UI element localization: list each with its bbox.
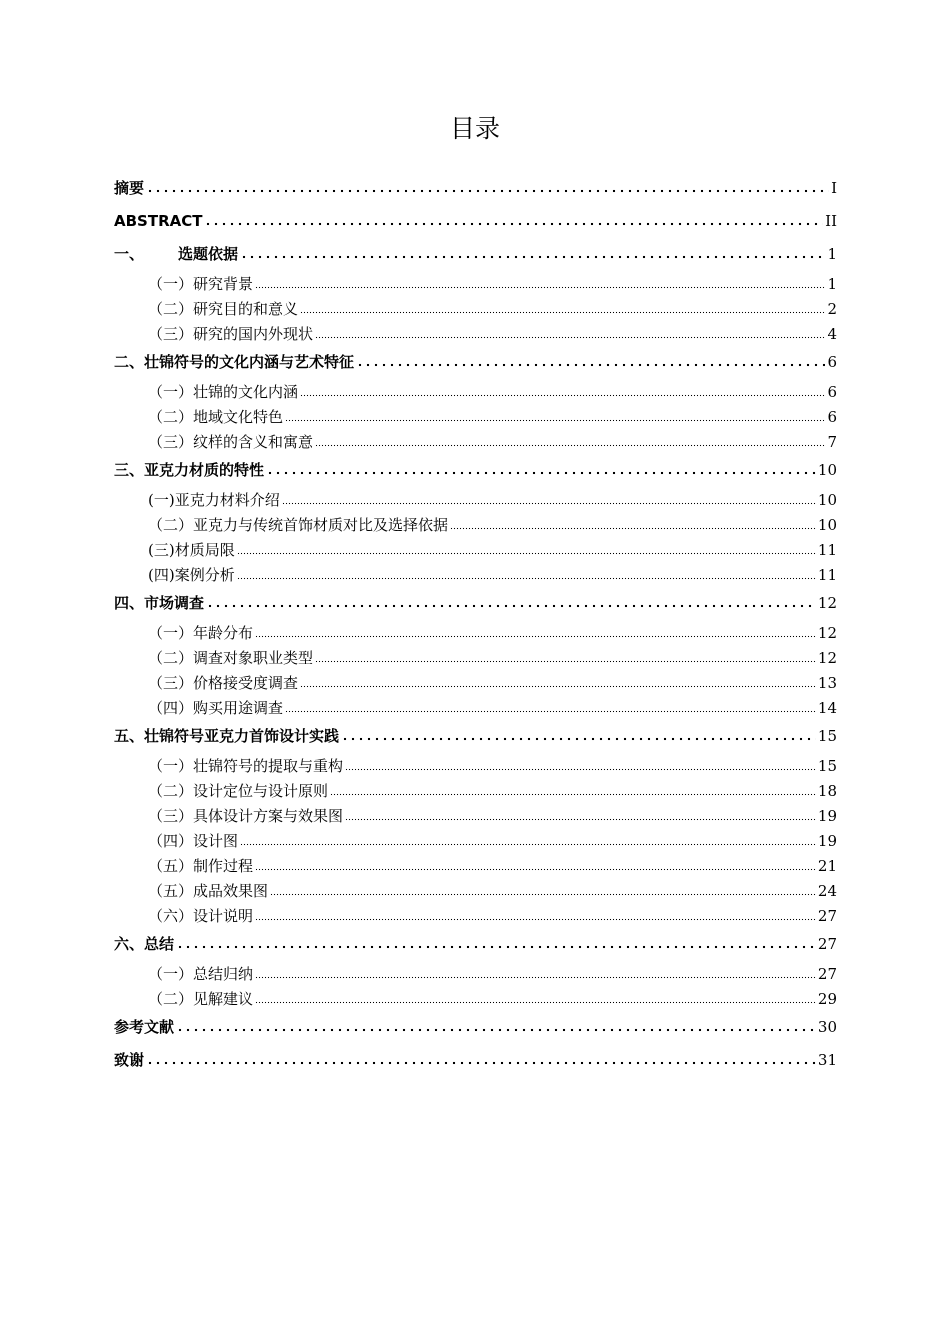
toc-entry-label: 六、总结 xyxy=(114,935,175,953)
toc-entry-page-number: I xyxy=(831,179,837,197)
toc-dot-leader xyxy=(255,274,825,289)
toc-dot-leader xyxy=(345,806,816,821)
toc-entry-page-number: 2 xyxy=(827,300,837,318)
toc-entry-page-number: 11 xyxy=(817,541,837,559)
toc-entry-section[interactable] xyxy=(114,880,837,905)
toc-entry-label: （三）价格接受度调查 xyxy=(148,674,299,692)
toc-entry-page-number: 12 xyxy=(817,649,837,667)
toc-entry-section[interactable] xyxy=(114,381,837,406)
toc-entry-section[interactable] xyxy=(114,672,837,697)
toc-entry-label: 摘要 xyxy=(114,179,145,197)
toc-entry-label: ABSTRACT xyxy=(114,212,203,230)
toc-entry-label: （四）购买用途调查 xyxy=(148,699,284,717)
toc-entry-section[interactable] xyxy=(114,697,837,722)
toc-entry-page-number: 12 xyxy=(817,594,837,612)
toc-entry-chapter[interactable] xyxy=(114,1013,837,1046)
toc-dot-leader xyxy=(282,490,816,505)
toc-entry-page-number: 1 xyxy=(827,275,837,293)
toc-dot-leader xyxy=(176,934,816,949)
toc-dot-leader xyxy=(206,593,816,608)
toc-entry-label: （二）地域文化特色 xyxy=(148,408,284,426)
toc-dot-leader xyxy=(240,831,816,846)
toc-dot-leader xyxy=(266,460,816,475)
toc-entry-page-number: 6 xyxy=(827,383,837,401)
toc-entry-label: （一）壮锦的文化内涵 xyxy=(148,383,299,401)
toc-entry-chapter[interactable] xyxy=(114,589,837,622)
toc-entry-section[interactable] xyxy=(114,755,837,780)
toc-entry-section[interactable] xyxy=(114,963,837,988)
toc-entry-label: (三)材质局限 xyxy=(148,541,235,559)
toc-entry-number: 一、 xyxy=(114,245,145,263)
toc-entry-label: 四、市场调查 xyxy=(114,594,205,612)
toc-entry-label: （二）研究目的和意义 xyxy=(148,300,299,318)
toc-dot-leader xyxy=(270,881,816,896)
toc-entry-page-number: 21 xyxy=(817,857,837,875)
toc-entry-page-number: 12 xyxy=(817,624,837,642)
toc-entry-label: 选题依据 xyxy=(178,245,239,263)
toc-entry-section[interactable] xyxy=(114,905,837,930)
toc-entry-label: 致谢 xyxy=(114,1051,145,1069)
toc-list xyxy=(114,174,837,1079)
toc-entry-page-number: 24 xyxy=(817,882,837,900)
toc-dot-leader xyxy=(300,299,825,314)
toc-entry-section[interactable] xyxy=(114,406,837,431)
toc-entry-label: （二）见解建议 xyxy=(148,990,254,1008)
toc-entry-chapter[interactable] xyxy=(114,456,837,489)
toc-entry-label: （一）壮锦符号的提取与重构 xyxy=(148,757,344,775)
toc-entry-page-number: 10 xyxy=(817,491,837,509)
toc-entry-label: （二）设计定位与设计原则 xyxy=(148,782,329,800)
toc-dot-leader xyxy=(330,781,816,796)
toc-dot-leader xyxy=(285,407,825,422)
toc-entry-page-number: 13 xyxy=(817,674,837,692)
toc-dot-leader xyxy=(255,989,816,1004)
toc-entry-page-number: 15 xyxy=(817,727,837,745)
toc-entry-section[interactable] xyxy=(114,780,837,805)
toc-dot-leader xyxy=(255,964,816,979)
toc-entry-section[interactable] xyxy=(114,489,837,514)
toc-dot-leader xyxy=(255,623,816,638)
toc-entry-section[interactable] xyxy=(114,805,837,830)
toc-entry-section[interactable] xyxy=(114,564,837,589)
toc-dot-leader xyxy=(315,324,825,339)
toc-dot-leader xyxy=(237,540,816,555)
toc-entry-label: 参考文献 xyxy=(114,1018,175,1036)
toc-entry-page-number: 4 xyxy=(827,325,837,343)
toc-entry-label: （三）纹样的含义和寓意 xyxy=(148,433,314,451)
toc-dot-leader xyxy=(341,726,816,741)
toc-entry-chapter[interactable] xyxy=(114,240,837,273)
toc-entry-section[interactable] xyxy=(114,539,837,564)
toc-entry-chapter[interactable] xyxy=(114,930,837,963)
toc-dot-leader xyxy=(345,756,816,771)
toc-entry-page-number: 30 xyxy=(817,1018,837,1036)
toc-entry-label: （五）制作过程 xyxy=(148,857,254,875)
toc-entry-section[interactable] xyxy=(114,273,837,298)
toc-entry-label: 五、壮锦符号亚克力首饰设计实践 xyxy=(114,727,340,745)
toc-dot-leader xyxy=(176,1017,816,1032)
toc-entry-label: （五）成品效果图 xyxy=(148,882,269,900)
toc-entry-page-number: 6 xyxy=(827,408,837,426)
toc-dot-leader xyxy=(146,178,829,193)
toc-entry-label: （三）研究的国内外现状 xyxy=(148,325,314,343)
toc-dot-leader xyxy=(356,352,825,367)
toc-entry-section[interactable] xyxy=(114,647,837,672)
toc-dot-leader xyxy=(204,211,823,226)
toc-entry-chapter[interactable] xyxy=(114,348,837,381)
toc-entry-label: (四)案例分析 xyxy=(148,566,235,584)
toc-entry-chapter[interactable] xyxy=(114,722,837,755)
toc-entry-page-number: 1 xyxy=(827,245,837,263)
toc-entry-page-number: II xyxy=(825,212,837,230)
toc-entry-label: （二）调查对象职业类型 xyxy=(148,649,314,667)
toc-entry-page-number: 10 xyxy=(817,461,837,479)
toc-entry-page-number: 10 xyxy=(817,516,837,534)
toc-entry-section[interactable] xyxy=(114,323,837,348)
toc-entry-section[interactable] xyxy=(114,298,837,323)
toc-dot-leader xyxy=(237,565,816,580)
toc-entry-page-number: 27 xyxy=(817,935,837,953)
toc-dot-leader xyxy=(315,648,816,663)
toc-entry-label: （三）具体设计方案与效果图 xyxy=(148,807,344,825)
toc-dot-leader xyxy=(255,906,816,921)
toc-entry-chapter[interactable] xyxy=(114,207,837,240)
toc-entry-label: 三、亚克力材质的特性 xyxy=(114,461,265,479)
toc-entry-label: （一）研究背景 xyxy=(148,275,254,293)
toc-entry-page-number: 29 xyxy=(817,990,837,1008)
toc-entry-section[interactable] xyxy=(114,431,837,456)
toc-entry-page-number: 7 xyxy=(827,433,837,451)
toc-entry-page-number: 18 xyxy=(817,782,837,800)
toc-entry-page-number: 27 xyxy=(817,965,837,983)
toc-entry-label: 二、壮锦符号的文化内涵与艺术特征 xyxy=(114,353,355,371)
toc-dot-leader xyxy=(255,856,816,871)
toc-dot-leader xyxy=(300,673,816,688)
toc-entry-label: （一）年龄分布 xyxy=(148,624,254,642)
toc-entry-label: （六）设计说明 xyxy=(148,907,254,925)
toc-entry-page-number: 31 xyxy=(817,1051,837,1069)
toc-entry-section[interactable] xyxy=(114,830,837,855)
toc-entry-chapter[interactable] xyxy=(114,174,837,207)
toc-entry-chapter[interactable] xyxy=(114,1046,837,1079)
toc-entry-section[interactable] xyxy=(114,622,837,647)
toc-entry-section[interactable] xyxy=(114,988,837,1013)
toc-entry-label: （二）亚克力与传统首饰材质对比及选择依据 xyxy=(148,516,449,534)
toc-entry-page-number: 6 xyxy=(827,353,837,371)
toc-entry-page-number: 19 xyxy=(817,832,837,850)
toc-dot-leader xyxy=(300,382,825,397)
toc-entry-section[interactable] xyxy=(114,514,837,539)
toc-entry-page-number: 11 xyxy=(817,566,837,584)
toc-entry-label: （四）设计图 xyxy=(148,832,239,850)
toc-entry-page-number: 27 xyxy=(817,907,837,925)
toc-dot-leader xyxy=(450,515,816,530)
toc-entry-label: (一)亚克力材料介绍 xyxy=(148,491,280,509)
toc-entry-page-number: 14 xyxy=(817,699,837,717)
toc-dot-leader xyxy=(240,244,825,259)
toc-title: 目录 xyxy=(449,114,500,143)
toc-dot-leader xyxy=(315,432,825,447)
toc-entry-label: （一）总结归纳 xyxy=(148,965,254,983)
toc-dot-leader xyxy=(285,698,816,713)
toc-entry-page-number: 19 xyxy=(817,807,837,825)
toc-entry-page-number: 15 xyxy=(817,757,837,775)
toc-entry-section[interactable] xyxy=(114,855,837,880)
toc-dot-leader xyxy=(146,1050,816,1065)
